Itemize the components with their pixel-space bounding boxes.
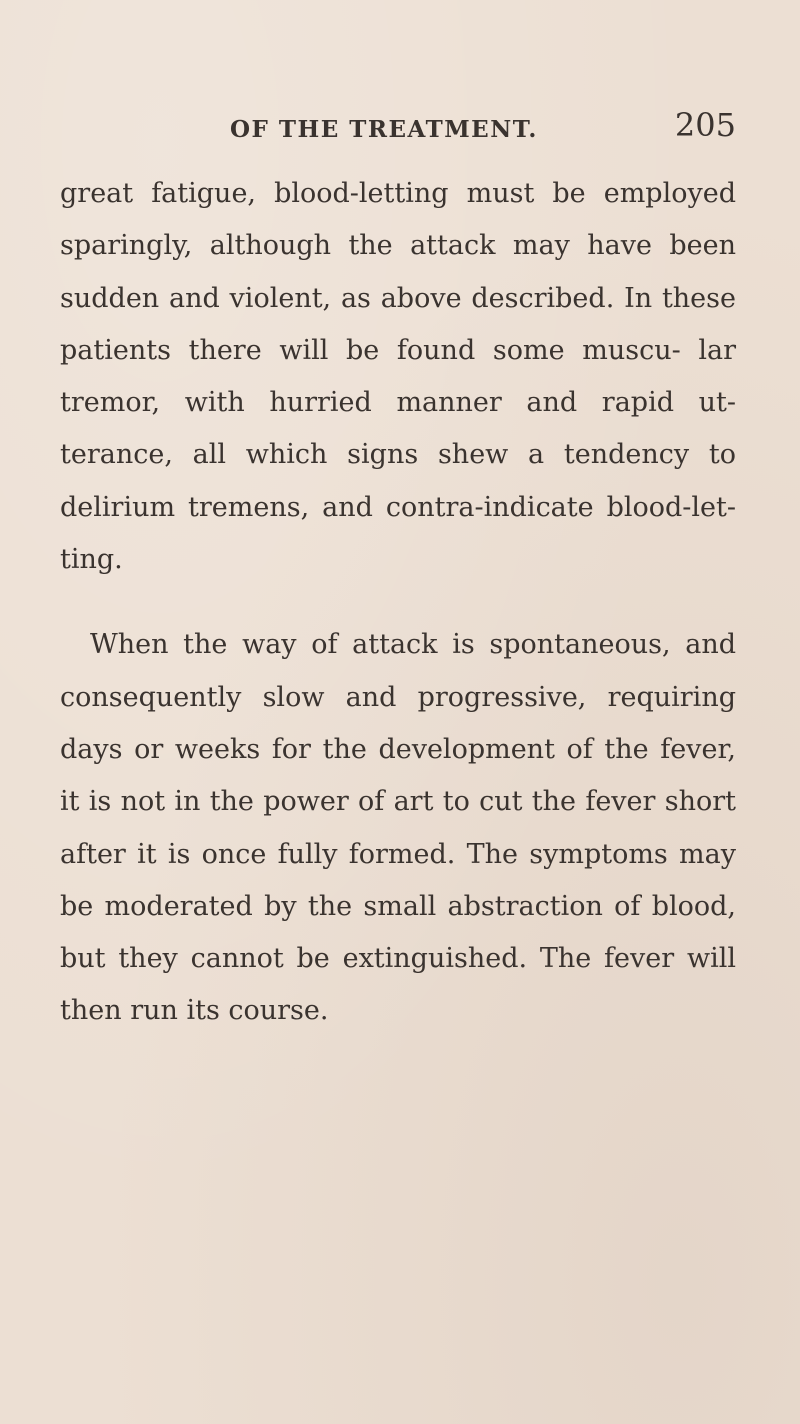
paragraph-1: great fatigue, blood-letting must be employed sparingly, although the attack may have been sudden and violent, as above described. In these patients there will be found some muscu- lar tremor, with hurried manner and rapid ut- terance, all which signs shew a tendency to delirium tremens, and contra-indicate blood-let- ting. — [60, 178, 736, 576]
page-number: 205 — [674, 106, 736, 144]
running-head — [60, 100, 736, 150]
paragraph-2: When the way of attack is spontaneous, and consequently slow and progressive, requiring days or weeks for the development of the fever, it is not in the power of art to cut the fever short after it is once fully formed. The symptoms may be moderated by the small abstraction of blood, but they cannot be extinguished. The fever will then run its course. — [60, 629, 736, 1027]
running-title: OF THE TREATMENT. — [230, 116, 538, 143]
body-text — [60, 168, 736, 1038]
